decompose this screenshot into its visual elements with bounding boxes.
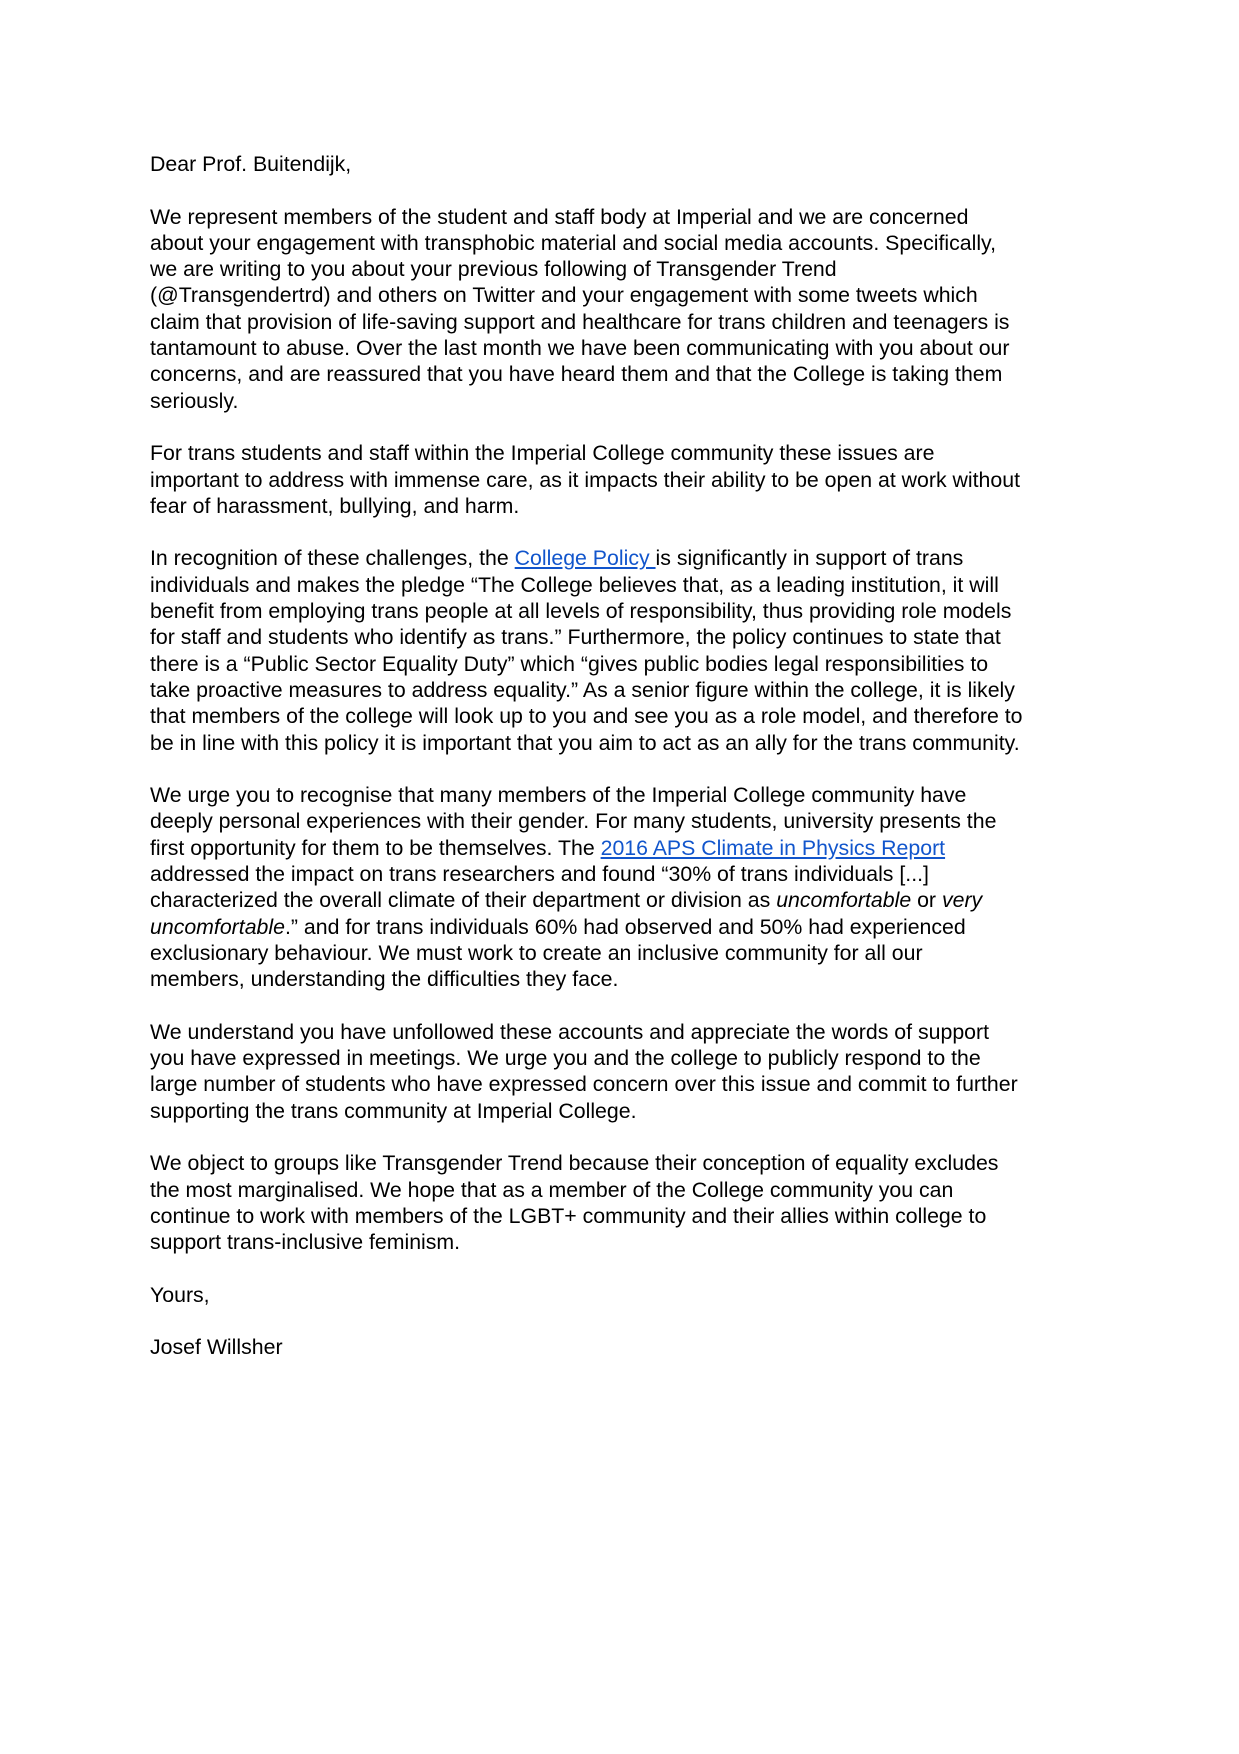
text-line: we are writing to you about your previous following of Transgender Trend (150, 257, 837, 282)
text-line: (@Transgendertrd) and others on Twitter and your engagement with some tweets which (150, 283, 978, 308)
text-line: We understand you have unfollowed these accounts and appreciate the words of support (150, 1019, 990, 1044)
paragraph-concern (150, 204, 1090, 414)
text-line: We urge you to recognise that many members of the Imperial College community have (150, 783, 967, 808)
text-line: For trans students and staff within the Imperial College community these issues are (150, 441, 935, 466)
text-line: support trans-inclusive feminism. (150, 1230, 461, 1255)
text-line: for staff and students who identify as trans.” Furthermore, the policy continues to state that (150, 625, 1001, 650)
paragraph-public-response (150, 1019, 1090, 1124)
text-line: large number of students who have expressed concern over this issue and commit to further (150, 1072, 1018, 1097)
emphasis-text: very (941, 888, 983, 913)
emphasis-text: uncomfortable (776, 888, 912, 913)
letter-page (150, 151, 1090, 1387)
text-line: deeply personal experiences with their gender. For many students, university presents the (150, 809, 997, 834)
text-segment: .” and for trans individuals 60% had observed and 50% had experienced (284, 914, 966, 939)
greeting-text: Dear Prof. Buitendijk, (150, 152, 352, 176)
text-line: about your engagement with transphobic material and social media accounts. Specifically, (150, 230, 997, 255)
text-line: there is a “Public Sector Equality Duty” which “gives public bodies legal responsibilities to (150, 651, 989, 676)
text-line: important to address with immense care, as it impacts their ability to be open at work without (150, 467, 1021, 492)
text-line: be in line with this policy it is important that you aim to act as an ally for the trans community. (150, 730, 1020, 755)
college-policy-link[interactable]: College Policy (514, 546, 656, 571)
text-line: that members of the college will look up to you and see you as a role model, and therefore to (150, 704, 1023, 729)
aps-climate-report-link[interactable]: 2016 APS Climate in Physics Report (600, 835, 946, 860)
text-segment: In recognition of these challenges, the (150, 546, 515, 571)
text-line: individuals and makes the pledge “The College believes that, as a leading institution, it will (150, 572, 999, 597)
text-segment: first opportunity for them to be themselves. The (150, 835, 601, 860)
text-line: supporting the trans community at Imperial College. (150, 1098, 637, 1123)
signature (150, 1334, 1090, 1360)
paragraph-objection (150, 1150, 1090, 1255)
text-line: fear of harassment, bullying, and harm. (150, 493, 520, 518)
text-line: We represent members of the student and staff body at Imperial and we are concerned (150, 204, 969, 229)
emphasis-text: uncomfortable (150, 914, 285, 939)
text-line: take proactive measures to address equality.” As a senior figure within the college, it is likely (150, 677, 1015, 702)
text-line: members, understanding the difficulties they face. (150, 967, 619, 992)
closing (150, 1282, 1090, 1308)
paragraph-college-policy (150, 545, 1090, 755)
text-line: continue to work with members of the LGBT+ community and their allies within college to (150, 1203, 987, 1228)
text-line (150, 887, 1090, 913)
text-line: claim that provision of life-saving support and healthcare for trans children and teenagers is (150, 309, 1010, 334)
text-line: exclusionary behaviour. We must work to create an inclusive community for all our (150, 940, 923, 965)
text-line: concerns, and are reassured that you have heard them and that the College is taking them (150, 362, 1003, 387)
text-segment: or (911, 888, 942, 913)
text-line: tantamount to abuse. Over the last month we have been communicating with you about our (150, 336, 1010, 361)
text-line (150, 835, 1090, 861)
closing-text: Yours, (150, 1282, 210, 1307)
text-line: addressed the impact on trans researchers and found “30% of trans individuals [...] (150, 862, 929, 887)
text-line (150, 545, 1090, 571)
text-line: seriously. (150, 388, 239, 413)
text-line: benefit from employing trans people at all levels of responsibility, thus providing role models (150, 599, 1012, 624)
signature-name: Josef Willsher (150, 1335, 283, 1360)
text-line (150, 914, 1090, 940)
text-segment: is significantly in support of trans (655, 546, 964, 571)
text-line: We object to groups like Transgender Trend because their conception of equality excludes (150, 1151, 999, 1176)
greeting (150, 151, 1090, 177)
text-segment: characterized the overall climate of their department or division as (150, 888, 777, 913)
paragraph-community-care (150, 440, 1090, 519)
paragraph-aps-report (150, 782, 1090, 992)
text-line: the most marginalised. We hope that as a member of the College community you can (150, 1177, 954, 1202)
text-line: you have expressed in meetings. We urge you and the college to publicly respond to the (150, 1046, 981, 1071)
